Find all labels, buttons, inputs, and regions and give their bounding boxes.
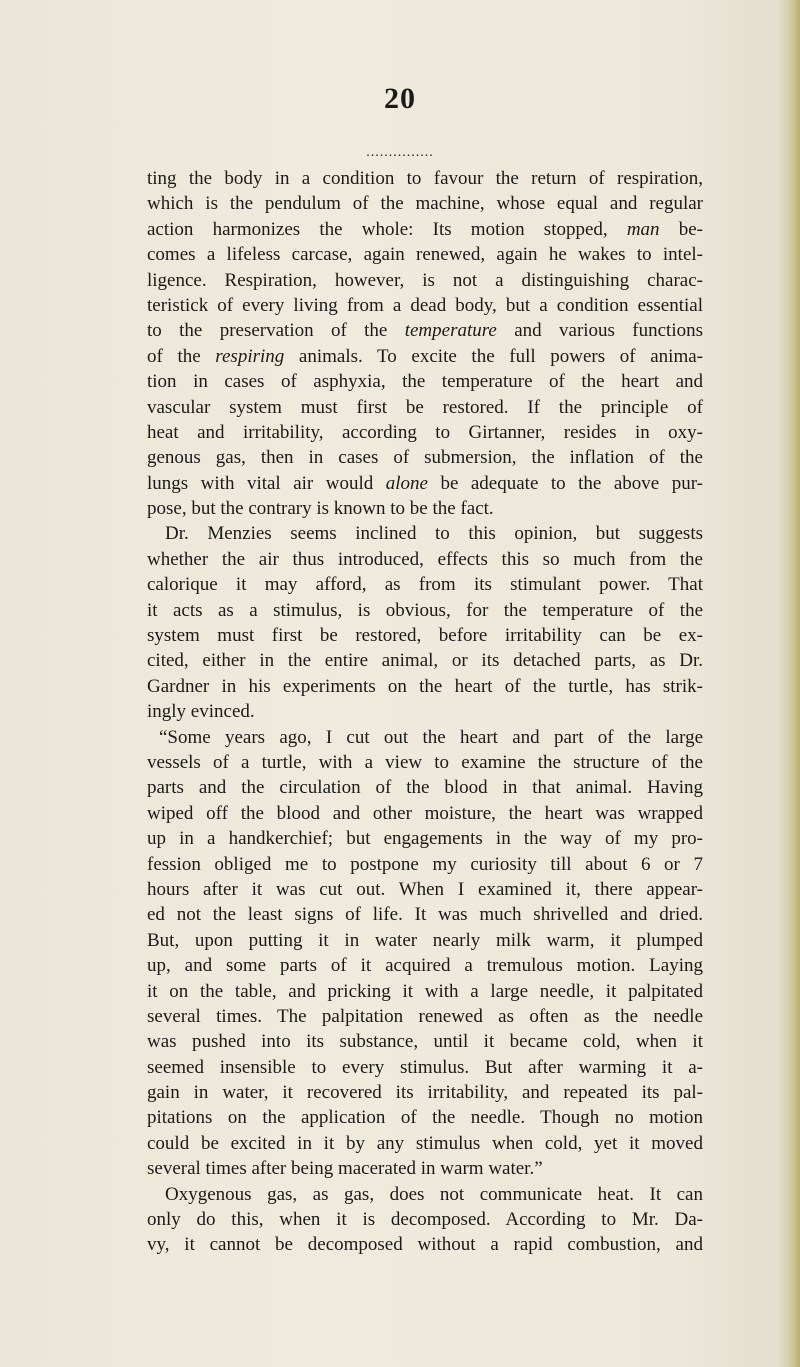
text-line: cited, either in the entire animal, or its detached parts, as Dr. — [147, 650, 703, 672]
text-line: vy, it cannot be decomposed without a rapid combustion, and — [147, 1234, 703, 1256]
text-line: several times after being macerated in warm water.” — [147, 1158, 543, 1180]
text-line: seemed insensible to every stimulus. But after warming it a- — [147, 1056, 703, 1078]
paragraph-start: Dr. Menzies seems inclined to this opinion, but suggests — [165, 523, 703, 545]
italic-word: alone — [385, 472, 428, 494]
text-line: tion in cases of asphyxia, the temperature of the heart and — [147, 371, 703, 393]
italic-word: man — [626, 218, 660, 240]
text-line: ligence. Respiration, however, is not a distinguishing charac- — [147, 269, 703, 291]
text-line: fession obliged me to postpone my curiosity till about 6 or 7 — [147, 853, 703, 875]
text-line: ting the body in a condition to favour the return of respiration, — [147, 168, 703, 189]
text-line: parts and the circulation of the blood in that animal. Having — [147, 777, 703, 799]
paragraph-start: Oxygenous gas, as gas, does not communicate heat. It can — [165, 1183, 703, 1205]
text-line: was pushed into its substance, until it became cold, when it — [147, 1031, 703, 1053]
page-edge — [778, 0, 800, 1367]
dotted-rule: ............... — [366, 145, 434, 160]
text-line: which is the pendulum of the machine, whose equal and regular — [147, 193, 703, 215]
text-line: whether the air thus introduced, effects this so much from the — [147, 548, 703, 570]
text-line: teristick of every living from a dead body, but a condition essential — [147, 294, 703, 316]
text-line: wiped off the blood and other moisture, the heart was wrapped — [147, 802, 703, 824]
text-line: of the respiring animals. To excite the full powers of anima- — [147, 345, 703, 367]
text-line: heat and irritability, according to Girtanner, resides in oxy- — [147, 421, 703, 443]
page-number: 20 — [384, 82, 416, 115]
italic-word: temperature — [404, 320, 497, 342]
text-line: several times. The palpitation renewed as often as the needle — [147, 1005, 703, 1027]
text-line: action harmonizes the whole: Its motion stopped, man be- — [147, 218, 703, 240]
italic-word: respiring — [215, 345, 285, 367]
text-line: to the preservation of the temperature and various functions — [147, 320, 704, 342]
text-line: pitations on the application of the needle. Though no motion — [147, 1107, 703, 1129]
text-line: ingly evinced. — [147, 701, 255, 723]
text-line: ed not the least signs of life. It was much shrivelled and dried. — [147, 904, 703, 926]
quotation-start: “Some years ago, I cut out the heart and part of the large — [159, 726, 703, 748]
text-line: hours after it was cut out. When I examined it, there appear- — [147, 878, 703, 900]
text-line: lungs with vital air would alone be adequate to the above pur- — [147, 472, 703, 494]
text-line: vessels of a turtle, with a view to examine the structure of the — [147, 751, 703, 773]
text-line: Gardner in his experiments on the heart of the turtle, has strik- — [147, 675, 703, 697]
text-line: vascular system must first be restored. If the principle of — [147, 396, 703, 418]
text-line: only do this, when it is decomposed. According to Mr. Da- — [147, 1209, 703, 1231]
text-line: gain in water, it recovered its irritability, and repeated its pal- — [147, 1082, 703, 1104]
body-text — [147, 166, 703, 1258]
text-line: up, and some parts of it acquired a tremulous motion. Laying — [147, 955, 703, 977]
text-line: it acts as a stimulus, is obvious, for the temperature of the — [147, 599, 703, 621]
text-line: it on the table, and pricking it with a large needle, it palpitated — [147, 980, 703, 1002]
text-line: genous gas, then in cases of submersion, the inflation of the — [147, 447, 703, 469]
text-line: could be excited in it by any stimulus when cold, yet it moved — [147, 1132, 703, 1154]
text-line: But, upon putting it in water nearly milk warm, it plumped — [147, 929, 703, 951]
text-line: up in a handkerchief; but engagements in the way of my pro- — [147, 828, 703, 850]
text-line: pose, but the contrary is known to be the fact. — [147, 498, 494, 520]
text-line: comes a lifeless carcase, again renewed, again he wakes to intel- — [147, 244, 703, 266]
text-line: calorique it may afford, as from its stimulant power. That — [147, 574, 703, 596]
text-line: system must first be restored, before irritability can be ex- — [147, 625, 703, 647]
